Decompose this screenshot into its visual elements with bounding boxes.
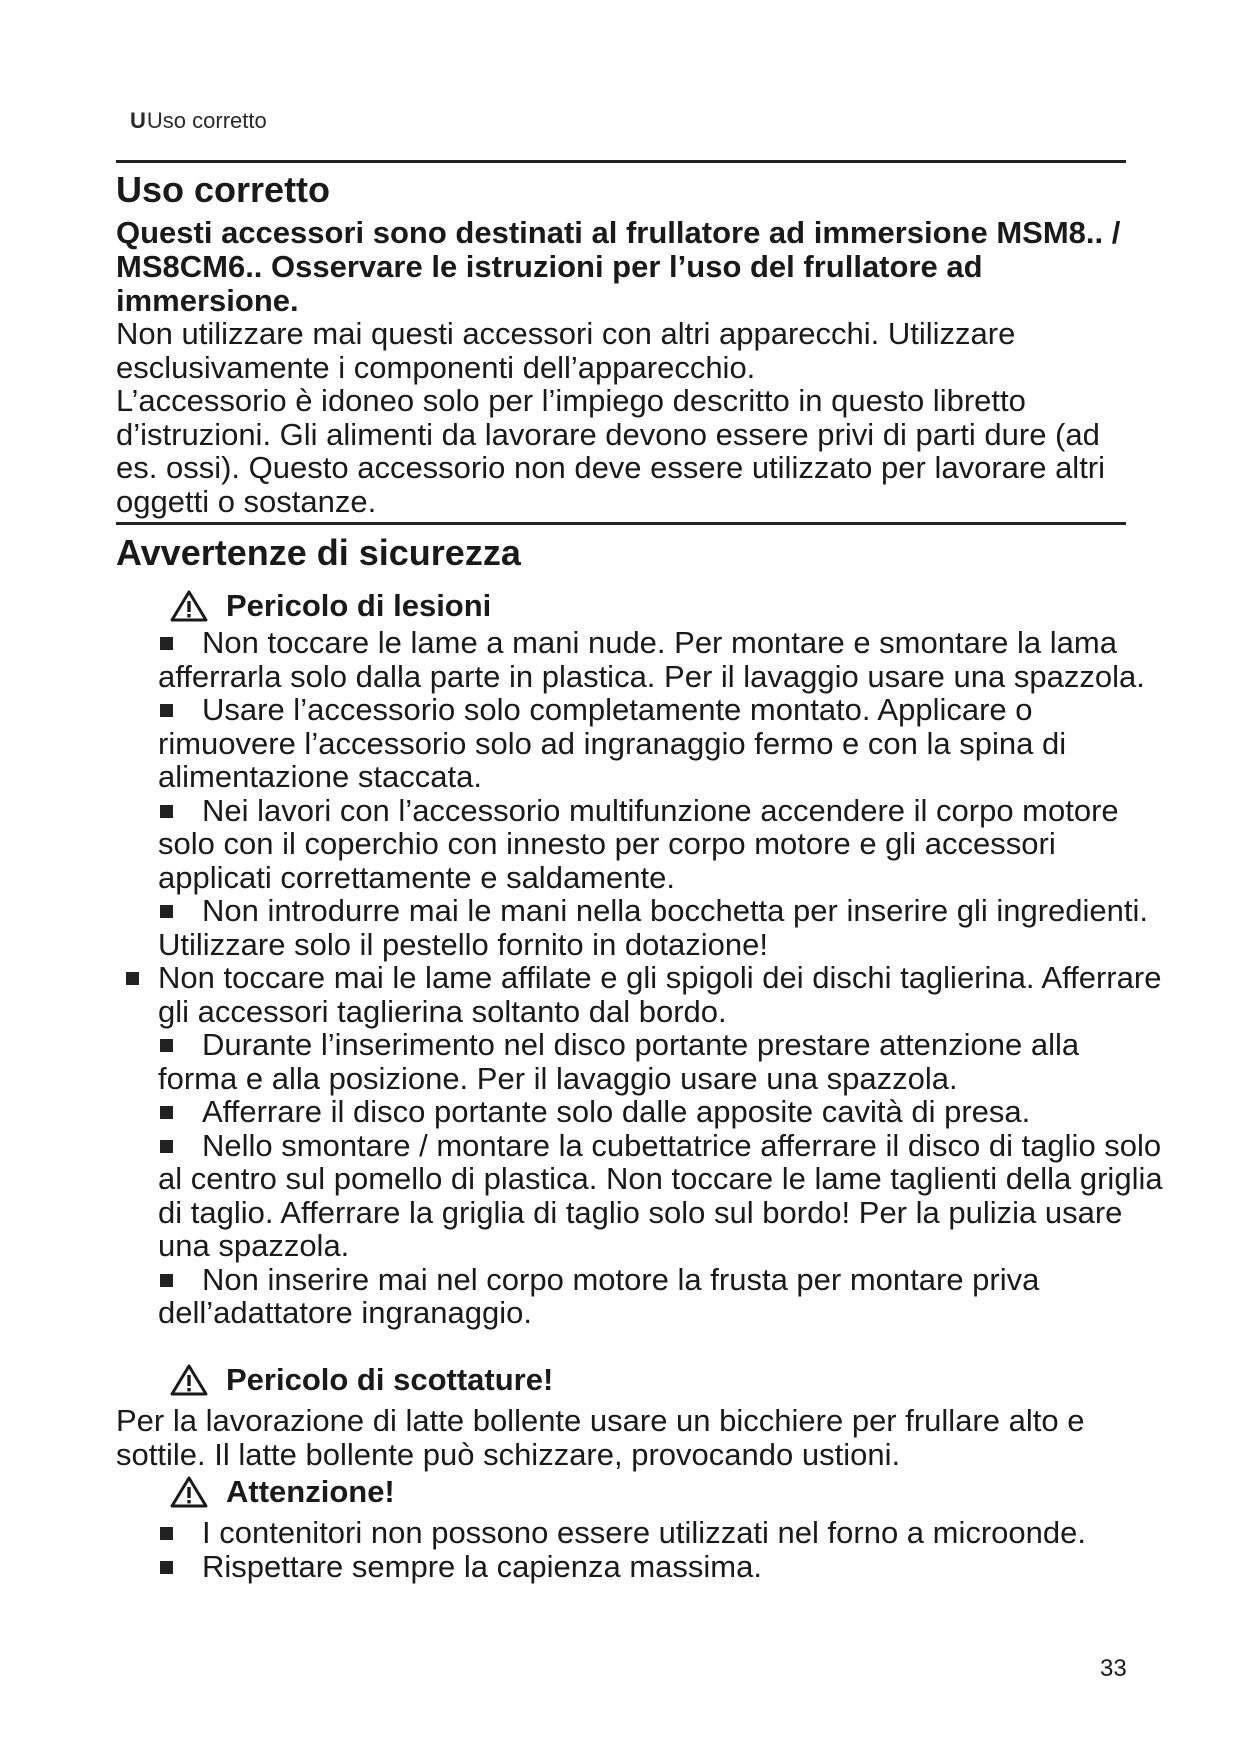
list-item: Non introdurre mai le mani nella bocchetta per inserire gli ingredienti. Utilizzare solo il pestello fornito in dotazione! xyxy=(158,893,1148,962)
list-item: Non toccare mai le lame affilate e gli spigoli dei dischi taglierina. Afferrare gli accessori taglierina soltanto dal bordo. xyxy=(116,961,1166,1028)
list-item: Usare l’accessorio solo completamente montato. Applicare o rimuovere l’accessorio solo ad ingranaggio fermo e con la spina di alimentazione staccata. xyxy=(158,692,1067,794)
bullet-square-icon xyxy=(160,905,173,918)
warning-heading-scottature xyxy=(170,1362,553,1398)
list-item: I contenitori non possono essere utilizzati nel forno a microonde. xyxy=(116,1516,1176,1550)
warning-heading-lesioni xyxy=(170,588,491,624)
bullet-square-icon xyxy=(160,1527,173,1540)
paragraph-intended-use: L’accessorio è idoneo solo per l’impiego descritto in questo libretto d’istruzioni. Gli alimenti da lavorare devono essere privi di parti dure (ad es. ossi). Questo accessorio non deve essere utilizzato per lavorare altri oggetti o sostanze. xyxy=(116,383,1106,519)
list-item: Rispettare sempre la capienza massima. xyxy=(116,1550,1176,1584)
bullet-square-icon xyxy=(160,637,173,650)
list-item: Nello smontare / montare la cubettatrice afferrare il disco di taglio solo al centro sul pomello di plastica. Non toccare le lame taglienti della griglia di taglio. Afferrare la griglia di taglio solo sul bordo! Per la pulizia usare una spazzola. xyxy=(158,1127,1163,1263)
warning-heading-attenzione xyxy=(170,1474,395,1510)
warning-triangle-icon xyxy=(170,1364,208,1396)
bullet-square-icon xyxy=(160,1274,173,1287)
section-rule-top xyxy=(116,160,1126,163)
paragraph-compatibility: Non utilizzare mai questi accessori con altri apparecchi. Utilizzare esclusivamente i componenti dell’apparecchio. xyxy=(116,316,1016,385)
bullet-square-icon xyxy=(126,972,139,985)
running-header xyxy=(130,108,267,134)
bullet-square-icon xyxy=(160,704,173,717)
section-title-uso-corretto: Uso corretto xyxy=(116,169,331,210)
warning-triangle-icon xyxy=(170,590,208,622)
warning-title: Pericolo di scottature! xyxy=(226,1362,554,1397)
list-item: Non toccare le lame a mani nude. Per montare e smontare la lama afferrarla solo dalla parte in plastica. Per il lavaggio usare una spazzola. xyxy=(158,625,1145,694)
bullet-square-icon xyxy=(160,1039,173,1052)
bullet-square-icon xyxy=(160,1140,173,1153)
warning-title: Pericolo di lesioni xyxy=(226,588,492,623)
warning-triangle-icon xyxy=(170,1476,208,1508)
intro-bold-text: Questi accessori sono destinati al frullatore ad immersione MSM8.. / MS8CM6.. Osservare le istruzioni per l’uso del frullatore ad immersione. xyxy=(116,215,1121,318)
page-number: 33 xyxy=(1100,1655,1127,1682)
header-mark: U xyxy=(130,108,146,133)
bullet-square-icon xyxy=(160,1561,173,1574)
running-title: Uso corretto xyxy=(146,108,267,133)
list-item: Afferrare il disco portante solo dalle apposite cavità di presa. xyxy=(116,1095,1166,1129)
warning-title: Attenzione! xyxy=(226,1474,395,1509)
list-item: Nei lavori con l’accessorio multifunzione accendere il corpo motore solo con il coperchio con innesto per corpo motore e gli accessori applicati correttamente e saldamente. xyxy=(158,792,1119,895)
list-item: Non inserire mai nel corpo motore la frusta per montare priva dell’adattatore ingranaggio. xyxy=(158,1261,1040,1330)
warning-list-attenzione xyxy=(116,1516,1176,1583)
bullet-square-icon xyxy=(160,805,173,818)
list-item: Durante l’inserimento nel disco portante prestare attenzione alla forma e alla posizione. Per il lavaggio usare una spazzola. xyxy=(158,1027,1080,1096)
section-title-avvertenze: Avvertenze di sicurezza xyxy=(116,532,521,573)
section-rule-middle xyxy=(116,522,1126,525)
warning-list-lesioni xyxy=(116,626,1166,1330)
bullet-square-icon xyxy=(160,1106,173,1119)
paragraph-scald-warning: Per la lavorazione di latte bollente usare un bicchiere per frullare alto e sottile. Il latte bollente può schizzare, provocando ustioni. xyxy=(116,1403,1085,1472)
